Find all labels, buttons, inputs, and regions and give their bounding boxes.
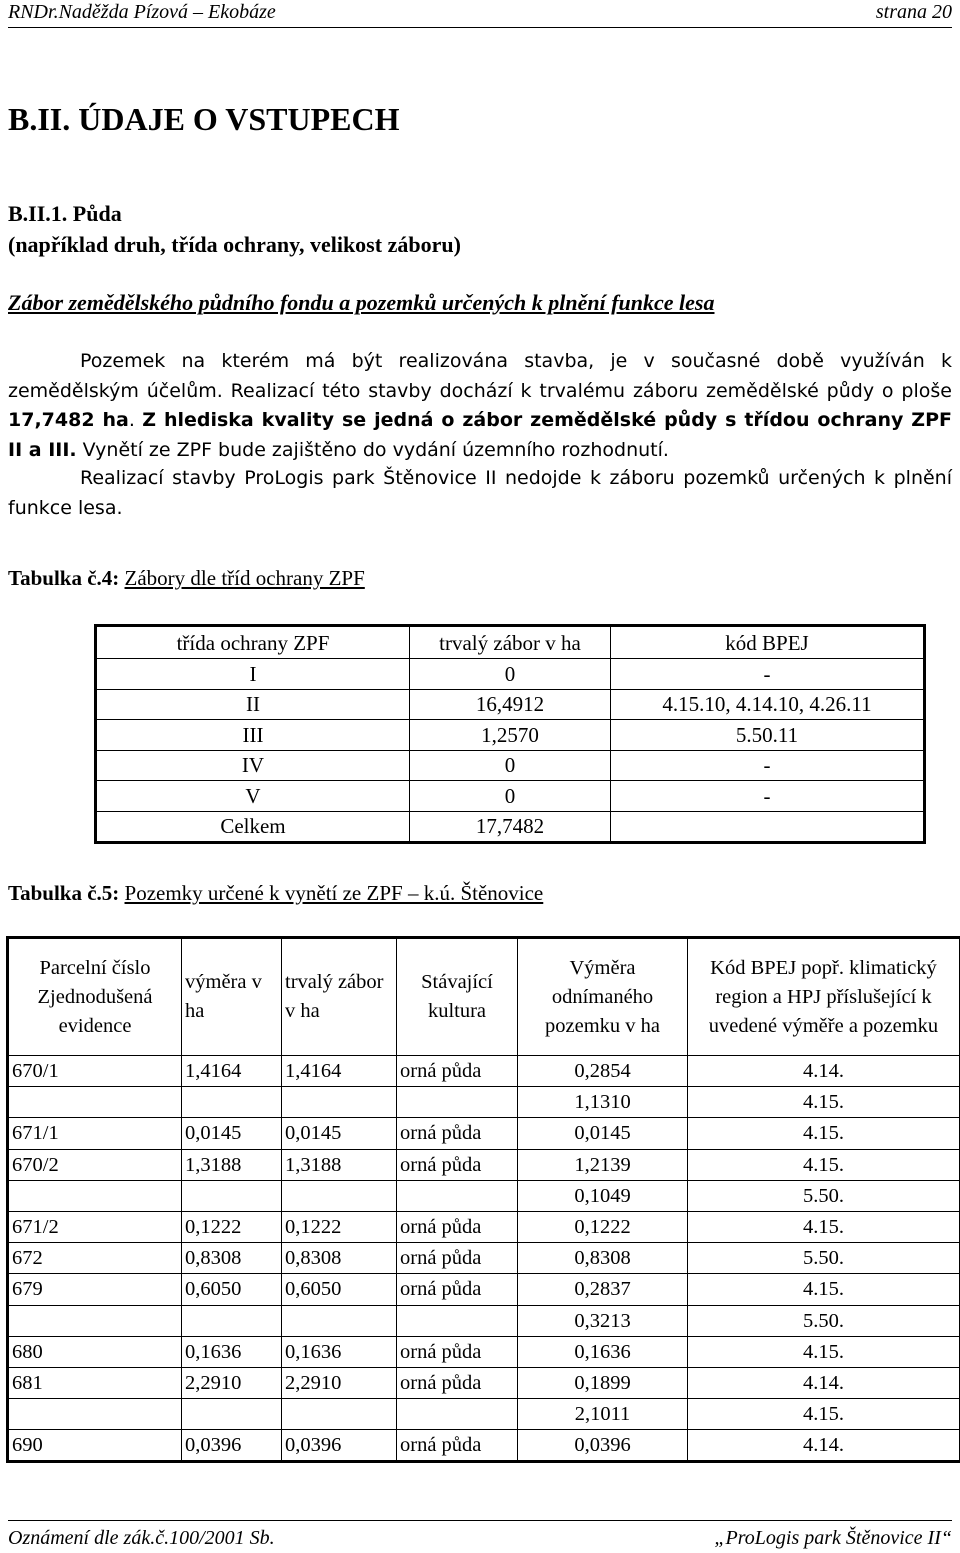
table-cell: 4.15. [688, 1336, 960, 1367]
table5-caption [8, 880, 543, 906]
table-cell: 4.15. [688, 1211, 960, 1242]
table-header-cell: třída ochrany ZPF [97, 627, 410, 659]
table-cell: IV [97, 750, 410, 781]
table-row [97, 689, 924, 720]
table-cell: 2,1011 [518, 1399, 688, 1430]
table-cell: 0,2854 [518, 1056, 688, 1087]
table-cell: V [97, 781, 410, 812]
table-cell [182, 1399, 282, 1430]
table-row [97, 659, 924, 690]
table-header-cell: kód BPEJ [611, 627, 924, 659]
table-cell: III [97, 720, 410, 751]
table-cell: 1,4164 [282, 1056, 397, 1087]
header-author: RNDr.Naděžda Pízová – Ekobáze [8, 1, 276, 23]
table-cell [282, 1399, 397, 1430]
table-land-parcels [8, 938, 960, 1461]
paragraph-land-use [8, 347, 952, 465]
table-cell: orná půda [397, 1056, 518, 1087]
table-cell: 0,8308 [282, 1243, 397, 1274]
table-cell: 0,0396 [282, 1430, 397, 1461]
table-cell: orná půda [397, 1211, 518, 1242]
table-row [97, 781, 924, 812]
table-cell: 4.15. [688, 1087, 960, 1118]
table-cell: 1,3188 [282, 1149, 397, 1180]
table-cell: orná půda [397, 1430, 518, 1461]
table-row [9, 1305, 960, 1336]
table-cell: 0,1222 [518, 1211, 688, 1242]
table-cell: 2,2910 [282, 1367, 397, 1398]
table-cell [611, 811, 924, 842]
table-cell: 2,2910 [182, 1367, 282, 1398]
section-title: B.II. ÚDAJE O VSTUPECH [8, 101, 400, 137]
table-cell: 5.50. [688, 1180, 960, 1211]
table-header-cell: trvalý zábor v ha [282, 939, 397, 1056]
table-cell [397, 1305, 518, 1336]
table-cell: orná půda [397, 1243, 518, 1274]
table-cell: 0,1636 [518, 1336, 688, 1367]
table4-caption [8, 565, 365, 591]
table-header-cell: Výměra odnímaného pozemku v ha [518, 939, 688, 1056]
table-cell: 0,1222 [282, 1211, 397, 1242]
table-cell: 0,0396 [182, 1430, 282, 1461]
table-cell [9, 1180, 182, 1211]
table-cell: 5.50.11 [611, 720, 924, 751]
footer-law-reference: Oznámení dle zák.č.100/2001 Sb. [8, 1527, 275, 1549]
table-cell: 1,1310 [518, 1087, 688, 1118]
table-row [9, 1336, 960, 1367]
table-header-row [9, 939, 960, 1056]
subsection-title: B.II.1. Půda [8, 201, 122, 226]
table4-label: Tabulka č.4: [8, 566, 120, 590]
table-cell: 0,0145 [182, 1118, 282, 1149]
table-cell: 4.15. [688, 1149, 960, 1180]
table-cell [182, 1180, 282, 1211]
table-row [9, 1430, 960, 1461]
table-cell: 0,1636 [182, 1336, 282, 1367]
table-row [97, 720, 924, 751]
table-cell [282, 1087, 397, 1118]
table-cell: 0,0396 [518, 1430, 688, 1461]
table-cell: 4.15.10, 4.14.10, 4.26.11 [611, 689, 924, 720]
page-header [8, 0, 952, 28]
table-cell: 0,6050 [182, 1274, 282, 1305]
table-cell [397, 1087, 518, 1118]
table-cell: - [611, 659, 924, 690]
table-cell [282, 1305, 397, 1336]
table5-label: Tabulka č.5: [8, 881, 120, 905]
table-cell: 0,1899 [518, 1367, 688, 1398]
table-cell [9, 1305, 182, 1336]
table-cell: 0 [410, 659, 611, 690]
table-cell: 681 [9, 1367, 182, 1398]
table-cell: orná půda [397, 1367, 518, 1398]
table-cell: 1,2570 [410, 720, 611, 751]
table-cell: 0,0145 [282, 1118, 397, 1149]
table-row [9, 1149, 960, 1180]
table-cell: 0,0145 [518, 1118, 688, 1149]
table-cell: 4.14. [688, 1056, 960, 1087]
table-header-cell: Parcelní číslo Zjednodušená evidence [9, 939, 182, 1056]
para1-quality: Z hlediska kvality se jedná o zábor zemědělské půdy s třídou ochrany ZPF II a III. [8, 409, 952, 461]
header-page-number: strana 20 [875, 1, 952, 23]
table-row [9, 1118, 960, 1149]
table-row [9, 1243, 960, 1274]
table-cell: 4.15. [688, 1118, 960, 1149]
table-cell [182, 1305, 282, 1336]
table-cell: 680 [9, 1336, 182, 1367]
table-cell [182, 1087, 282, 1118]
table-cell: 0,1222 [182, 1211, 282, 1242]
table-cell: 4.15. [688, 1399, 960, 1430]
table-row [9, 1056, 960, 1087]
table-cell: 16,4912 [410, 689, 611, 720]
table-cell: 671/2 [9, 1211, 182, 1242]
para1-text-3: Vynětí ze ZPF bude zajištěno do vydání územního rozhodnutí. [76, 438, 669, 461]
table-cell: 0 [410, 750, 611, 781]
table-cell: 672 [9, 1243, 182, 1274]
table-cell [397, 1399, 518, 1430]
table-row [9, 1399, 960, 1430]
table-cell: Celkem [97, 811, 410, 842]
table-cell: orná půda [397, 1149, 518, 1180]
table4-title: Zábory dle tříd ochrany ZPF [124, 566, 365, 590]
table-cell: orná půda [397, 1274, 518, 1305]
table-cell: 4.14. [688, 1430, 960, 1461]
table-row [97, 811, 924, 842]
table-header-cell: Kód BPEJ popř. klimatický region a HPJ příslušející k uvedené výměře a pozemku [688, 939, 960, 1056]
paragraph-forest: Realizací stavby ProLogis park Štěnovice II nedojde k záboru pozemků určených k plnění funkce lesa. [8, 467, 952, 519]
table-cell: 17,7482 [410, 811, 611, 842]
table-cell: 679 [9, 1274, 182, 1305]
para1-text-2: . [128, 409, 143, 431]
table5-title: Pozemky určené k vynětí ze ZPF – k.ú. Štěnovice [124, 881, 544, 905]
table-cell: 5.50. [688, 1243, 960, 1274]
subsection-note: (například druh, třída ochrany, velikost záboru) [8, 232, 461, 257]
table-cell: 0,3213 [518, 1305, 688, 1336]
table-cell: 1,4164 [182, 1056, 282, 1087]
table-cell: orná půda [397, 1336, 518, 1367]
table-cell: 4.14. [688, 1367, 960, 1398]
table-cell: 690 [9, 1430, 182, 1461]
para1-text-1: Pozemek na kterém má být realizována stavba, je v současné době využíván k zemědělským účelům. Realizací této stavby dochází k trvalému záboru zemědělské půdy o ploše [8, 350, 952, 402]
table-cell: 1,3188 [182, 1149, 282, 1180]
table-row [9, 1211, 960, 1242]
table-cell: I [97, 659, 410, 690]
table-cell: - [611, 750, 924, 781]
table-row [9, 1274, 960, 1305]
table-cell: 5.50. [688, 1305, 960, 1336]
table-cell: 670/2 [9, 1149, 182, 1180]
table-header-cell: výměra v ha [182, 939, 282, 1056]
table-cell: 0,8308 [518, 1243, 688, 1274]
table-cell [9, 1087, 182, 1118]
table-row [9, 1180, 960, 1211]
para1-area: 17,7482 ha [8, 409, 129, 431]
table-cell [397, 1180, 518, 1211]
table-cell [282, 1180, 397, 1211]
table-header-cell: Stávající kultura [397, 939, 518, 1056]
table-row [9, 1367, 960, 1398]
table-cell: 671/1 [9, 1118, 182, 1149]
table-header-row [97, 627, 924, 659]
table-cell: 0,1049 [518, 1180, 688, 1211]
footer-project-name: „ProLogis park Štěnovice II“ [714, 1527, 952, 1549]
table-cell: 1,2139 [518, 1149, 688, 1180]
table-header-cell: trvalý zábor v ha [410, 627, 611, 659]
table-cell: 4.15. [688, 1274, 960, 1305]
table-cell: 0,2837 [518, 1274, 688, 1305]
table-cell: 0,8308 [182, 1243, 282, 1274]
table-cell: 670/1 [9, 1056, 182, 1087]
table-protection-classes [96, 626, 924, 842]
table-cell: 0,1636 [282, 1336, 397, 1367]
table-cell [9, 1399, 182, 1430]
table-row [9, 1087, 960, 1118]
table-cell: II [97, 689, 410, 720]
table-cell: orná půda [397, 1118, 518, 1149]
sub-heading: Zábor zemědělského půdního fondu a pozemků určených k plnění funkce lesa [8, 290, 715, 315]
table-cell: 0 [410, 781, 611, 812]
table-cell: - [611, 781, 924, 812]
table-row [97, 750, 924, 781]
page-footer [8, 1520, 952, 1549]
table-cell: 0,6050 [282, 1274, 397, 1305]
